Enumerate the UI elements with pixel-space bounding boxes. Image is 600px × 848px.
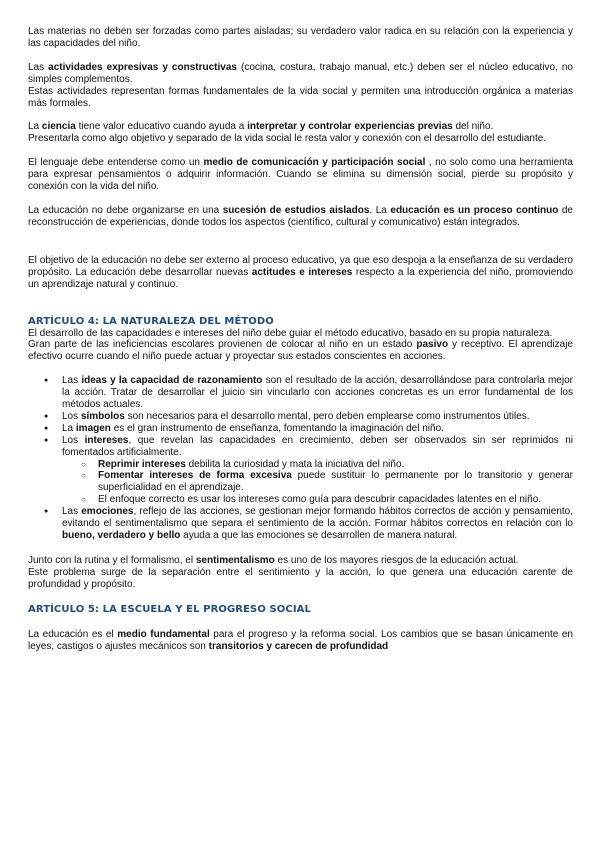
subbullet-fomentar: ○ Fomentar intereses de forma excesiva puede sustituir lo permanente por lo transitorio y generar superficialidad en el aprendizaje. <box>98 470 573 494</box>
paragraph-actividades: Las actividades expresivas y constructivas (cocina, costura, trabajo manual, etc.) deben ser el núcleo educativo, no simples complementos. <box>28 61 573 85</box>
bullet-intereses: ● Los intereses, que revelan las capacidades en crecimiento, deben ser observados sin ser reprimidos ni fomentados artificialmente. ○ Reprimir intereses debilita la curiosidad y mata la iniciativa del niño. ○ Fomentar intereses de forma excesiva puede sustituir lo permanente por lo transitorio y generar superficialidad en el aprendizaje. ○ El enfoque correcto es usar los intereses como guía para descubrir capacidades latentes en el niño. <box>62 435 573 506</box>
paragraph-organizacion: La educación no debe organizarse en una sucesión de estudios aislados. La educación es un proceso continuo de reconstrucción de experiencias, donde todos los aspectos (científico, cultural y comunicativo) están integrados. <box>28 204 573 228</box>
bullet-imagen: ● La imagen es el gran instrumento de enseñanza, fomentando la imaginación del niño. <box>62 423 573 435</box>
paragraph-ineficiencias: Gran parte de las ineficiencias escolares provienen de colocar al niño en un estado pasivo y receptivo. El aprendizaje efectivo ocurre cuando el niño puede actuar y proyectar sus estados conscientes en acciones. <box>28 339 573 363</box>
paragraph-separacion: Este problema surge de la separación entre el sentimiento y la acción, lo que genera una educación carente de profundidad y propósito. <box>28 566 573 590</box>
section-heading-articulo-4: ARTÍCULO 4: LA NATURALEZA DEL MÉTODO <box>28 315 274 327</box>
paragraph-ciencia: La ciencia tiene valor educativo cuando ayuda a interpretar y controlar experiencias previas del niño. <box>28 121 494 133</box>
subbullet-reprimir: ○ Reprimir intereses debilita la curiosidad y mata la iniciativa del niño. <box>98 459 573 471</box>
subbullet-enfoque: ○ El enfoque correcto es usar los intereses como guía para descubrir capacidades latentes en el niño. <box>98 494 573 506</box>
section-heading-articulo-5: ARTÍCULO 5: LA ESCUELA Y EL PROGRESO SOCIAL <box>28 603 311 615</box>
intereses-sublist <box>62 459 573 507</box>
bullet-emociones: ● Las emociones, reflejo de las acciones, se gestionan mejor formando hábitos correctos de acción y pensamiento, evitando el sentimentalismo que separa el sentimiento de la acción. Formar hábitos correctos en relación con lo bueno, verdadero y bello ayuda a que las emociones se desarrollen de manera natural. <box>62 506 573 542</box>
paragraph-ciencia-objetivo: Presentarla como algo objetivo y separado de la vida social le resta valor y conexión con el desarrollo del estudiante. <box>28 133 547 145</box>
bullet-simbolos: ● Los símbolos son necesarios para el desarrollo mental, pero deben emplearse como instrumentos útiles. <box>62 411 573 423</box>
paragraph-lenguaje: El lenguaje debe entenderse como un medio de comunicación y participación social , no solo como una herramienta para expresar pensamientos o adquirir información. Cuando se elimina su dimensión social, pierde su propósito y conexión con la vida del niño. <box>28 157 573 193</box>
paragraph-progreso: La educación es el medio fundamental para el progreso y la reforma social. Los cambios que se basan únicamente en leyes, castigos o ajustes mecánicos son transitorios y carecen de profundidad <box>28 628 573 652</box>
bullet-ideas: ● Las ideas y la capacidad de razonamiento son el resultado de la acción, desarrollándose para controlarla mejor la acción. Tratar de desarrollar el juicio sin vincularlo con acciones concretas es un error fundamental de los métodos actuales. <box>62 375 573 411</box>
document-page <box>28 26 573 652</box>
paragraph-actividades-formas: Estas actividades representan formas fundamentales de la vida social y permiten una introducción orgánica a materias más formales. <box>28 85 573 109</box>
paragraph-objetivo: El objetivo de la educación no debe ser externo al proceso educativo, ya que eso despoja a la enseñanza de su verdadero propósito. La educación debe desarrollar nuevas actitudes e intereses respecto a la experiencia del niño, promoviendo un aprendizaje natural y continuo. <box>28 254 574 290</box>
paragraph-materias: Las materias no deben ser forzadas como partes aisladas; su verdadero valor radica en su relación con la experiencia y las capacidades del niño. <box>28 26 573 49</box>
method-bullet-list <box>28 375 573 542</box>
paragraph-desarrollo: El desarrollo de las capacidades e intereses del niño debe guiar el método educativo, basado en su propia naturaleza. <box>28 327 553 339</box>
paragraph-sentimentalismo: Junto con la rutina y el formalismo, el sentimentalismo es uno de los mayores riesgos de la educación actual. <box>28 554 519 566</box>
